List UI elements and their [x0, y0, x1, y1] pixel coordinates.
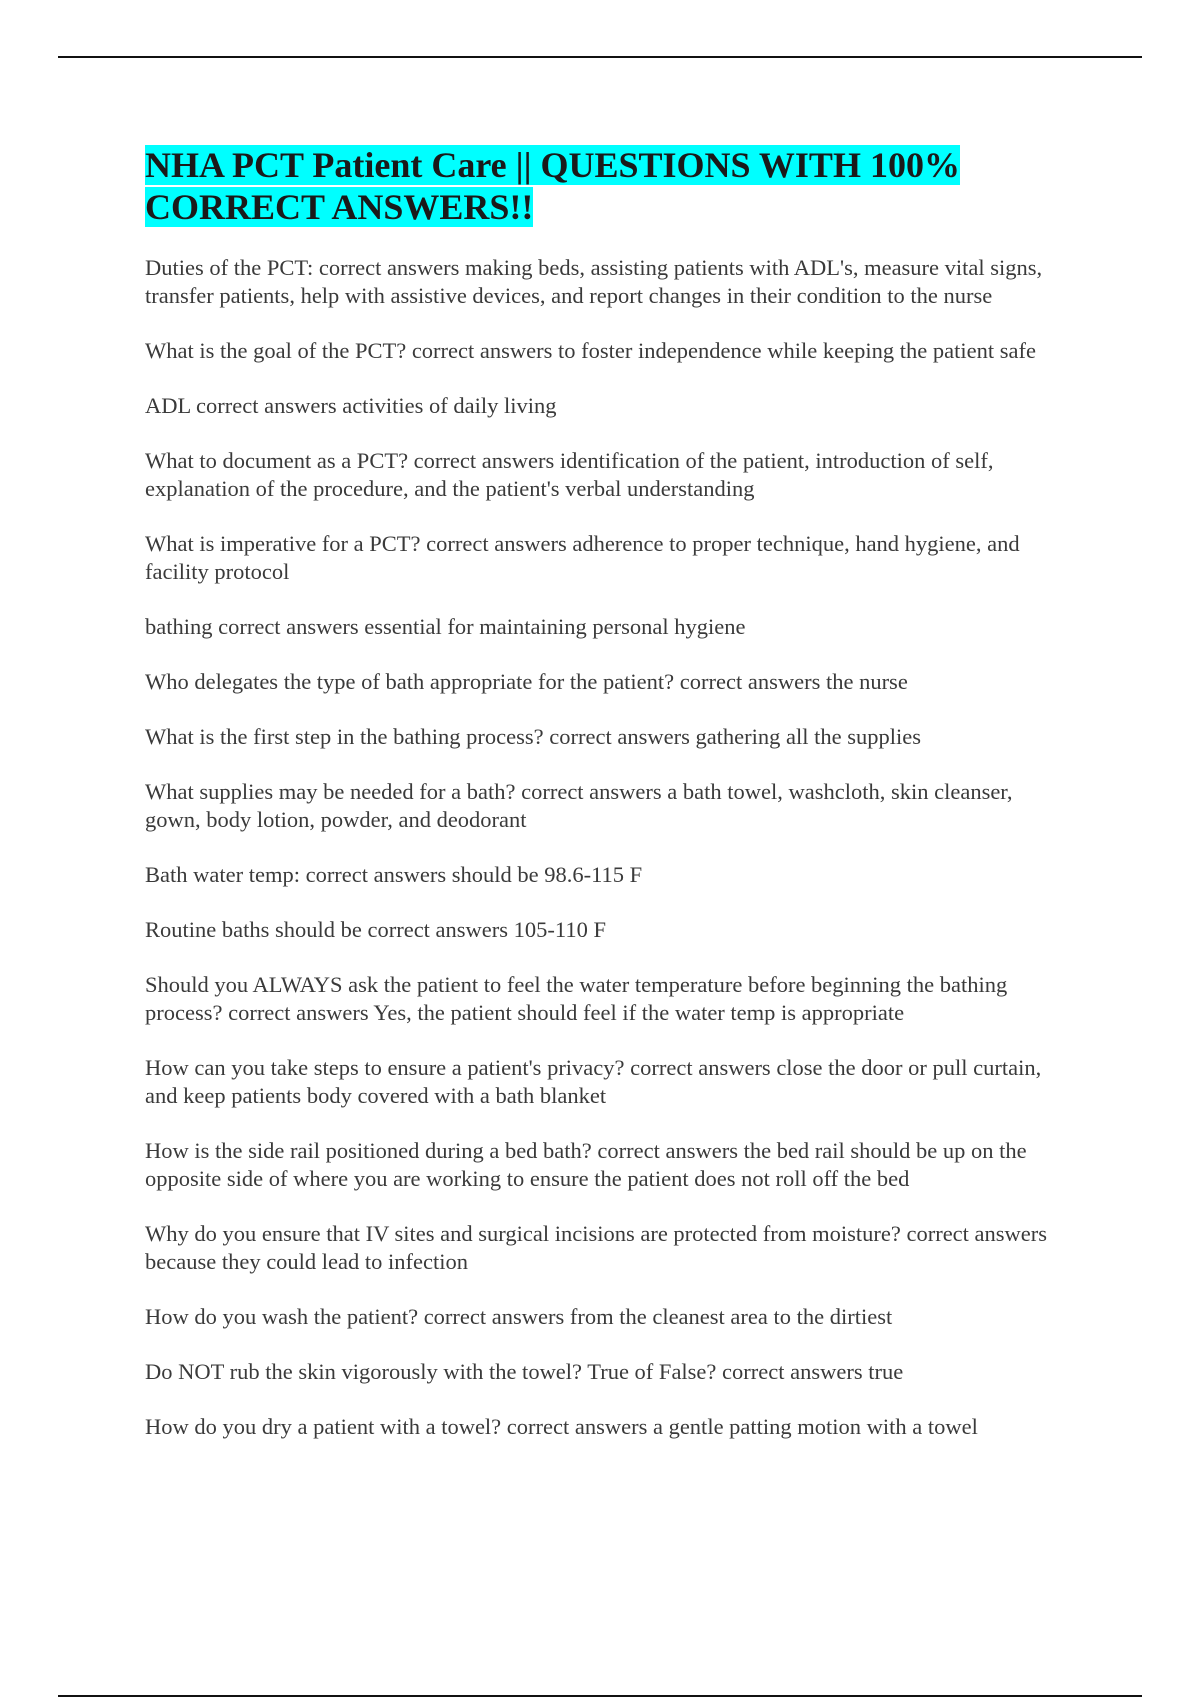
document-body	[145, 144, 1065, 1468]
qa-entry: What is the goal of the PCT? correct answers to foster independence while keeping the patient safe	[145, 338, 1036, 363]
qa-entry: ADL correct answers activities of daily living	[145, 393, 557, 418]
page-header-rule	[58, 56, 1142, 58]
qa-entry: Should you ALWAYS ask the patient to feel the water temperature before beginning the bathing process? correct answers Yes, the patient should feel if the water temp is appropriate	[145, 972, 1008, 1025]
qa-entry: What to document as a PCT? correct answers identification of the patient, introduction of self, explanation of the procedure, and the patient's verbal understanding	[145, 448, 994, 501]
document-title	[145, 144, 1065, 228]
qa-entry: How do you dry a patient with a towel? correct answers a gentle patting motion with a towel	[145, 1414, 978, 1439]
page-footer-rule	[58, 1695, 1142, 1697]
qa-entry: Duties of the PCT: correct answers making beds, assisting patients with ADL's, measure vital signs, transfer patients, help with assistive devices, and report changes in their condition to the nurse	[145, 255, 1043, 308]
qa-entry: Routine baths should be correct answers 105-110 F	[145, 917, 606, 942]
document-title-highlight: NHA PCT Patient Care || QUESTIONS WITH 100% CORRECT ANSWERS!!	[145, 145, 960, 227]
qa-entry: Who delegates the type of bath appropriate for the patient? correct answers the nurse	[145, 669, 908, 694]
qa-entry: bathing correct answers essential for maintaining personal hygiene	[145, 614, 746, 639]
qa-entry: What is imperative for a PCT? correct answers adherence to proper technique, hand hygiene, and facility protocol	[145, 531, 1020, 584]
qa-entry: What is the first step in the bathing process? correct answers gathering all the supplies	[145, 724, 922, 749]
qa-entry: How can you take steps to ensure a patient's privacy? correct answers close the door or pull curtain, and keep patients body covered with a bath blanket	[145, 1055, 1042, 1108]
qa-entry: Do NOT rub the skin vigorously with the towel? True of False? correct answers true	[145, 1359, 904, 1384]
qa-entry: How is the side rail positioned during a bed bath? correct answers the bed rail should be up on the opposite side of where you are working to ensure the patient does not roll off the bed	[145, 1138, 1027, 1191]
qa-list	[145, 254, 1065, 1441]
qa-entry: Why do you ensure that IV sites and surgical incisions are protected from moisture? correct answers because they could lead to infection	[145, 1221, 1048, 1274]
qa-entry: How do you wash the patient? correct answers from the cleanest area to the dirtiest	[145, 1304, 893, 1329]
qa-entry: What supplies may be needed for a bath? correct answers a bath towel, washcloth, skin cleanser, gown, body lotion, powder, and deodorant	[145, 779, 1013, 832]
qa-entry: Bath water temp: correct answers should be 98.6-115 F	[145, 862, 643, 887]
